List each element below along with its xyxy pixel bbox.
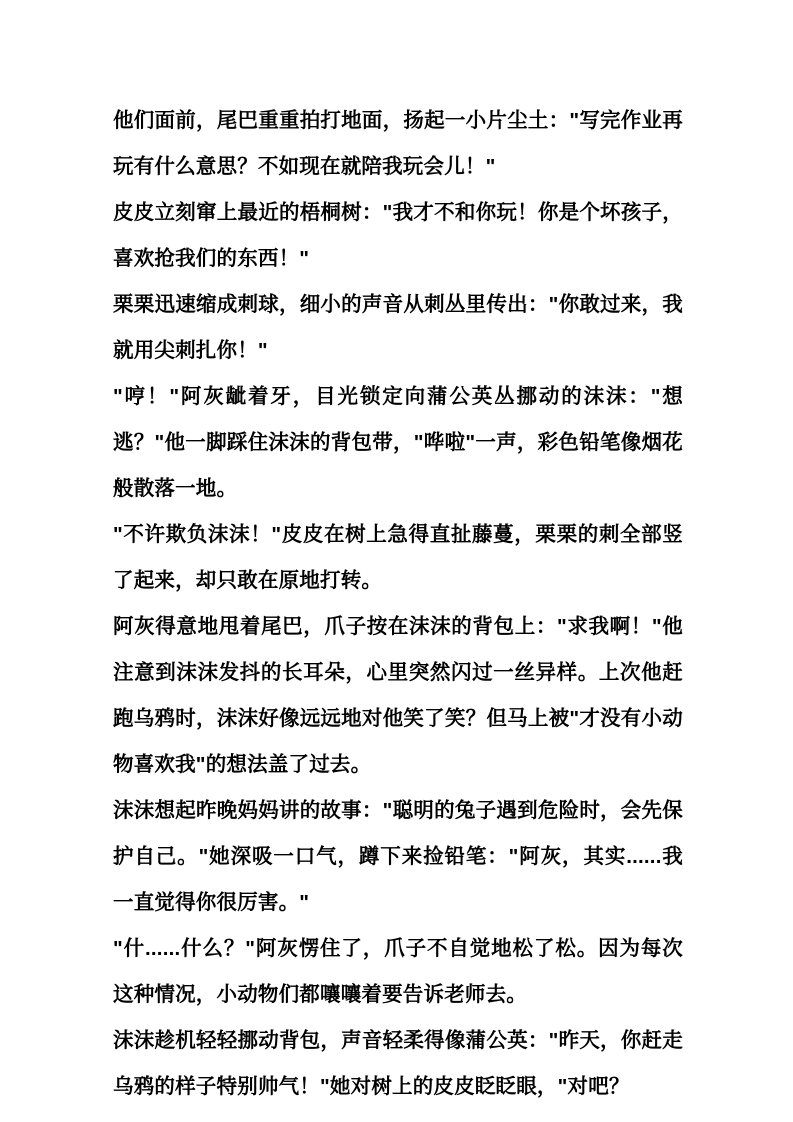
paragraph: 皮皮立刻窜上最近的梧桐树："我才不和你玩！你是个坏孩子，喜欢抢我们的东西！" [113, 201, 683, 270]
paragraph: "哼！"阿灰龇着牙，目光锁定向蒲公英丛挪动的沫沫："想逃？"他一脚踩住沫沫的背包带，"哗啦"一声，彩色铅笔像烟花般散落一地。 [113, 385, 683, 500]
paragraph: 沫沫想起昨晚妈妈讲的故事："聪明的兔子遇到危险时，会先保护自己。"她深吸一口气，蹲下来捡铅笔："阿灰，其实......我一直觉得你很厉害。" [113, 799, 683, 914]
document-text-body [113, 98, 683, 1110]
paragraph: 沫沫趁机轻轻挪动背包，声音轻柔得像蒲公英："昨天，你赶走乌鸦的样子特别帅气！"她对树上的皮皮眨眨眼，"对吧？ [113, 1029, 683, 1098]
paragraph: 栗栗迅速缩成刺球，细小的声音从刺丛里传出："你敢过来，我就用尖刺扎你！" [113, 293, 683, 362]
paragraph: "不许欺负沫沫！"皮皮在树上急得直扯藤蔓，栗栗的刺全部竖了起来，却只敢在原地打转。 [113, 523, 683, 592]
paragraph: "什......什么？"阿灰愣住了，爪子不自觉地松了松。因为每次这种情况，小动物们都嚷嚷着要告诉老师去。 [113, 937, 683, 1006]
paragraph: 他们面前，尾巴重重拍打地面，扬起一小片尘土："写完作业再玩有什么意思？不如现在就陪我玩会儿！" [113, 109, 683, 178]
paragraph: 阿灰得意地甩着尾巴，爪子按在沫沫的背包上："求我啊！"他注意到沫沫发抖的长耳朵，心里突然闪过一丝异样。上次他赶跑乌鸦时，沫沫好像远远地对他笑了笑？但马上被"才没有小动物喜欢我"的想法盖了过去。 [113, 615, 683, 776]
